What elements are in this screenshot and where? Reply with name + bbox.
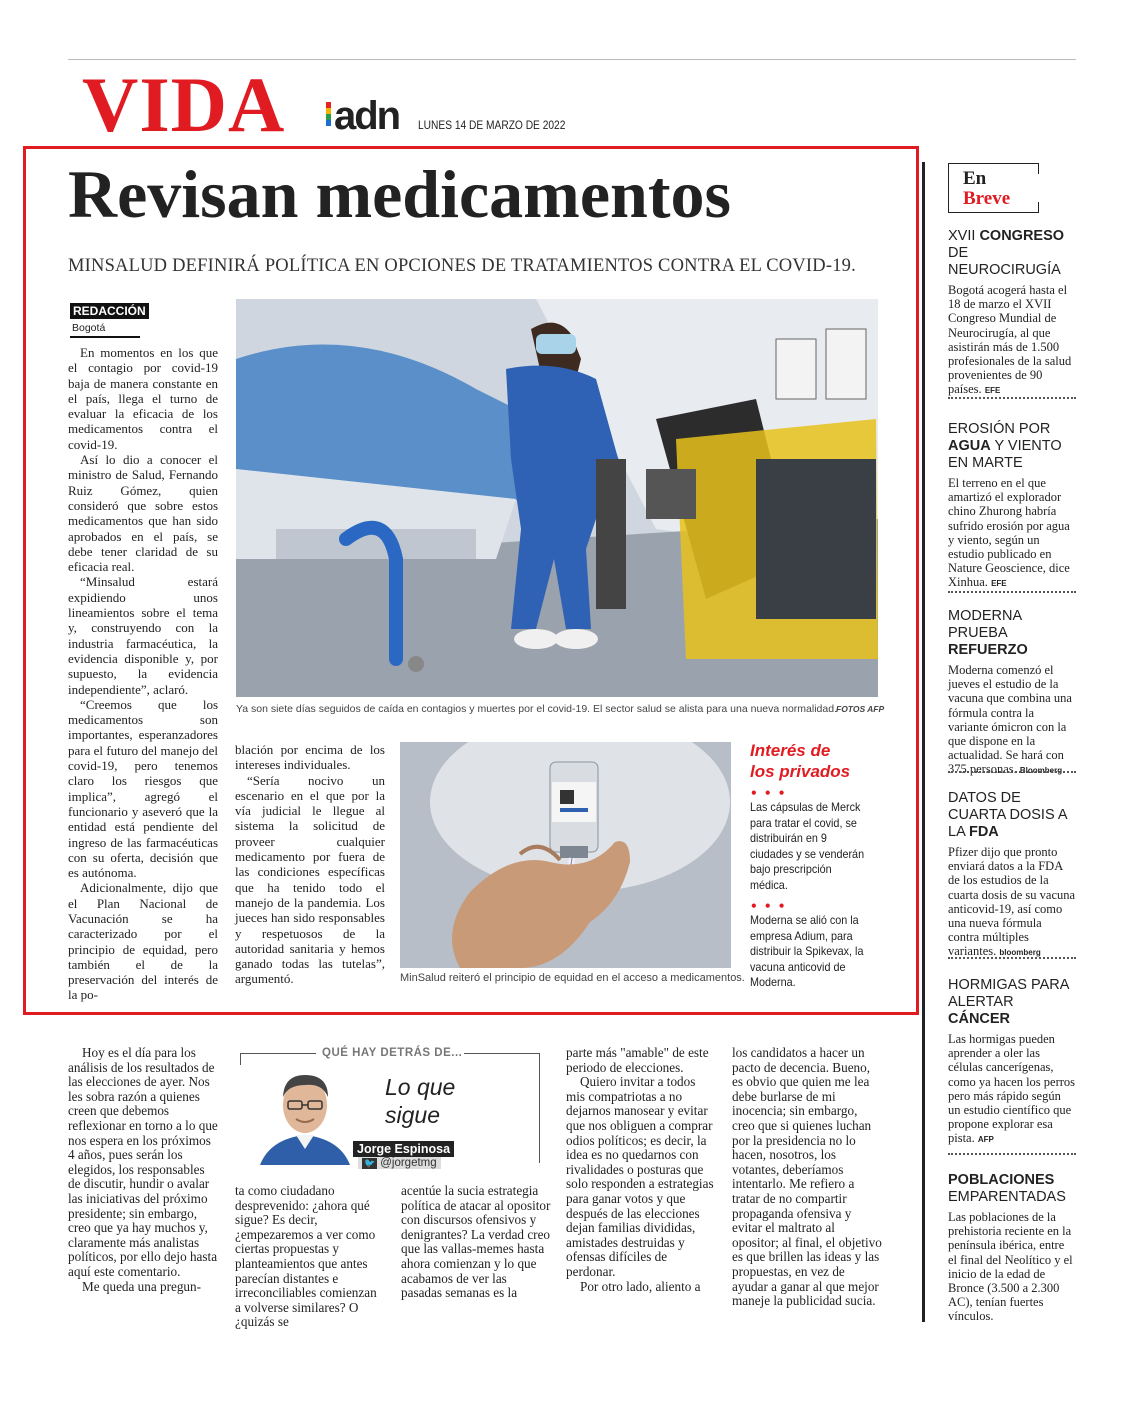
en-breve-label-line2: Breve <box>963 188 1011 209</box>
article-paragraph: “Sería nocivo un escenario en el que por la vía judicial le llegue al sistema la solicitud de proveer cualquier medicamento por fuera de las condiciones específicas que ha tenido todo el manejo de la pandemia. Los jueces han sido responsables y respetuosos de la autoridad sanitaria y hemos ganado todas las tutelas”, argumentó. <box>235 772 385 987</box>
dotted-separator <box>948 771 1076 773</box>
en-breve-label <box>948 163 1039 213</box>
brief-item <box>948 790 1076 961</box>
article-paragraph: blación por encima de los intereses individuales. <box>235 742 385 773</box>
brief-item <box>948 1172 1076 1324</box>
brief-item <box>948 977 1076 1148</box>
photo1-caption: Ya son siete días seguidos de caída en contagios y muertes por el covid-19. El sector salud se alista para una nueva normalidad. <box>236 703 837 715</box>
byline <box>70 300 149 338</box>
opinion-header <box>240 1047 540 1169</box>
author-portrait <box>250 1061 360 1165</box>
opinion-paragraph: Por otro lado, aliento a <box>580 1278 701 1294</box>
bullet-dots-icon: • • • <box>750 786 787 800</box>
brief-body: Moderna comenzó el jueves el estudio de la vacuna que combina una fórmula contra la variante ómicron con la que dispone en la actualidad. Se hará con 375 personas. Bloomberg <box>948 663 1072 777</box>
twitter-icon: 🐦 <box>364 1158 376 1168</box>
vaccine-photo <box>400 742 731 968</box>
brief-source: Bloomberg <box>1019 766 1063 776</box>
brief-title: DATOS DE CUARTA DOSIS A LA FDA <box>948 790 1067 840</box>
brief-title: POBLACIONES EMPARENTADAS <box>948 1172 1066 1205</box>
brief-body: Bogotá acogerá hasta el 18 de marzo el XVII Congreso Mundial de Neurocirugía, al que asistirán más de 1.500 profesionales de la salud provenientes de 90 países. EFE <box>948 283 1072 397</box>
opinion-column-1 <box>68 1046 218 1294</box>
opinion-column-3 <box>401 1184 551 1301</box>
brief-item <box>948 608 1076 779</box>
brief-body: Las hormigas pueden aprender a oler las células cancerígenas, como ya hacen los perros pero más rápido según un estudio científico que propone explorar esa pista. AFP <box>948 1032 1076 1146</box>
dotted-separator <box>948 1153 1076 1155</box>
opinion-kicker: QUÉ HAY DETRÁS DE... <box>322 1047 463 1059</box>
opinion-paragraph: ta como ciudadano desprevenido: ¿ahora qué sigue? Es decir, ¿empezaremos a ver como ciertas propuestas y planteamientos que antes parecían distantes e irreconciliables comienzan a volverse similares? O ¿quizás se <box>235 1183 377 1330</box>
brief-title: EROSIÓN POR AGUA Y VIENTO EN MARTE <box>948 421 1062 471</box>
brief-title: XVII CONGRESO DE NEUROCIRUGÍA <box>948 228 1065 278</box>
sidebox-title-line2: los privados <box>750 762 851 781</box>
opinion-paragraph: Quiero invitar a todos mis compatriotas a no dejarnos manosear y evitar que nos obliguen a comprar odios políticos; es decir, la idea es no quedarnos con rivalidades o posturas que solo responden a estrategias para ganar votos y que después de las elecciones dejan familias divididas, amistades destruidas y ofensas difíciles de perdonar. <box>566 1074 714 1279</box>
section-title: VIDA <box>82 61 286 148</box>
article-paragraph: “Creemos que los medicamentos son importantes, esperanzadores para el futuro del manejo del covid-19, pero tenemos claro los riesgos que implica”, agregó el funcionario y aseveró que la entidad está pendiente del ingreso de las farmacéuticas con su oferta, decisión que es autónoma. <box>68 696 218 881</box>
dateline: LUNES 14 DE MARZO DE 2022 <box>418 118 566 132</box>
opinion-column-4 <box>566 1046 716 1294</box>
opinion-column-5 <box>732 1046 882 1309</box>
subhead: MINSALUD DEFINIRÁ POLÍTICA EN OPCIONES DE TRATAMIENTOS CONTRA EL COVID-19. <box>68 256 856 276</box>
article-paragraph: Así lo dio a conocer el ministro de Salud, Fernando Ruiz Gómez, quien consideró que sobre estos medicamentos que han sido aprobados en el país, se debe tener claridad de su eficacia real. <box>68 452 218 575</box>
sidebox-item: Las cápsulas de Merck para tratar el covid, se distribuirán en 9 ciudades y se venderán bajo prescripción médica. <box>750 800 865 892</box>
article-paragraph: Adicionalmente, dijo que el Plan Nacional de Vacunación se ha caracterizado por el principio de equidad, pero también el de la preservación del interés de la po- <box>68 880 218 1003</box>
brief-source: EFE <box>991 579 1007 589</box>
opinion-paragraph: parte más "amable" de este periodo de elecciones. <box>566 1045 709 1075</box>
dotted-separator <box>948 397 1076 399</box>
byline-city: Bogotá <box>70 322 140 338</box>
opinion-paragraph: acentúe la sucia estrategia política de atacar al opositor con discursos ofensivos y denigrantes? La verdad creo que las vallas-memes hasta ahora comienzan y lo que acabamos de ver las pasadas semanas es la <box>401 1183 551 1301</box>
adn-logo: adn <box>334 94 400 138</box>
brief-body: Pfizer dijo que pronto enviará datos a la FDA de los estudios de la cuarta dosis de su vacuna anticovid-19, así como una nueva fórmula contra múltiples variantes. bloomberg <box>948 845 1076 959</box>
opinion-handle: 🐦 @jorgetmg <box>358 1157 441 1169</box>
top-rule <box>68 59 1076 60</box>
sidebox-item: Moderna se alió con la empresa Adium, para distribuir la Spikevax, la vacuna anticovid de Moderna. <box>750 913 864 989</box>
brief-title: MODERNA PRUEBA REFUERZO <box>948 608 1028 658</box>
opinion-paragraph: Me queda una pregun- <box>82 1278 202 1294</box>
sidebox-title-line1: Interés de <box>750 741 831 760</box>
article-paragraph: En momentos en los que el contagio por covid-19 baja de manera constante en el país, llega el turno de evaluar la eficacia de los medicamentos contra el covid-19. <box>68 345 218 452</box>
brief-source: AFP <box>977 1135 994 1145</box>
brief-item <box>948 421 1076 592</box>
headline: Revisan medicamentos <box>68 156 731 232</box>
opinion-title: Lo que sigue <box>385 1074 456 1128</box>
hospital-photo <box>236 299 878 697</box>
article-column-2 <box>235 742 385 987</box>
opinion-author: Jorge Espinosa <box>353 1141 454 1157</box>
article-paragraph: “Minsalud estará expidiendo unos lineamientos sobre el tema y, construyendo con la industria farmacéutica, la evidencia disponible y, por supuesto, la evidencia independiente”, aclaró. <box>68 574 218 697</box>
brief-body: Las poblaciones de la prehistoria reciente en la península ibérica, entre el final del Neolítico y el inicio de la edad de Bronce (3.500 a 2.300 AC), tenían fuertes vínculos. <box>948 1210 1073 1324</box>
bullet-dots-icon: • • • <box>750 899 787 913</box>
brief-title: HORMIGAS PARA ALERTAR CÁNCER <box>948 977 1069 1027</box>
opinion-paragraph: los candidatos a hacer un pacto de decencia. Bueno, es obvio que quien me lea debe burlarse de mi inocencia; sin embargo, creo que si quienes luchan por la presidencia no lo hacen, nosotros, los votantes, deberíamos intentarlo. Me refiero a tratar de no compartir propaganda ofensiva y evitar el maltrato al opositor; al final, el objetivo es que brillen las ideas y las propuestas, en vez de ayudar a ganar al que mejor maneje la publicidad sucia. <box>732 1045 882 1309</box>
right-rail-rule <box>922 162 925 1322</box>
sidebox <box>750 740 890 997</box>
brief-item <box>948 228 1076 399</box>
brief-source: bloomberg <box>999 948 1041 958</box>
photo2-caption: MinSalud reiteró el principio de equidad en el acceso a medicamentos. <box>400 972 745 984</box>
adn-logo-bars <box>326 102 331 126</box>
brief-body: El terreno en el que amartizó el explorador chino Zhurong habría sufrido erosión por agua y viento, según un estudio publicado en Nature Geoscience, dice Xinhua. EFE <box>948 476 1070 590</box>
vaccine-photo-illustration <box>400 742 731 968</box>
opinion-column-2 <box>235 1184 385 1330</box>
dotted-separator <box>948 957 1076 959</box>
dotted-separator <box>948 591 1076 593</box>
brief-source: EFE <box>984 386 1001 396</box>
opinion-paragraph: Hoy es el día para los análisis de los resultados de las elecciones de ayer. Nos les sobra razón a quienes creen que debemos reflexionar en torno a lo que nos espera en los próximos 4 años, pues serán los elegidos, los responsables de discutir, hundir o avalar las iniciativas del próximo presidente; sin embargo, creo que ya hay muchos y, claramente más analistas políticos, por ello dejo hasta aquí este comentario. <box>68 1045 218 1279</box>
en-breve-label-line1: En <box>963 168 987 189</box>
photo1-credit: FOTOS AFP <box>836 704 885 714</box>
hospital-photo-illustration <box>236 299 878 697</box>
article-column-1 <box>68 345 218 1003</box>
byline-author: REDACCIÓN <box>70 303 149 319</box>
